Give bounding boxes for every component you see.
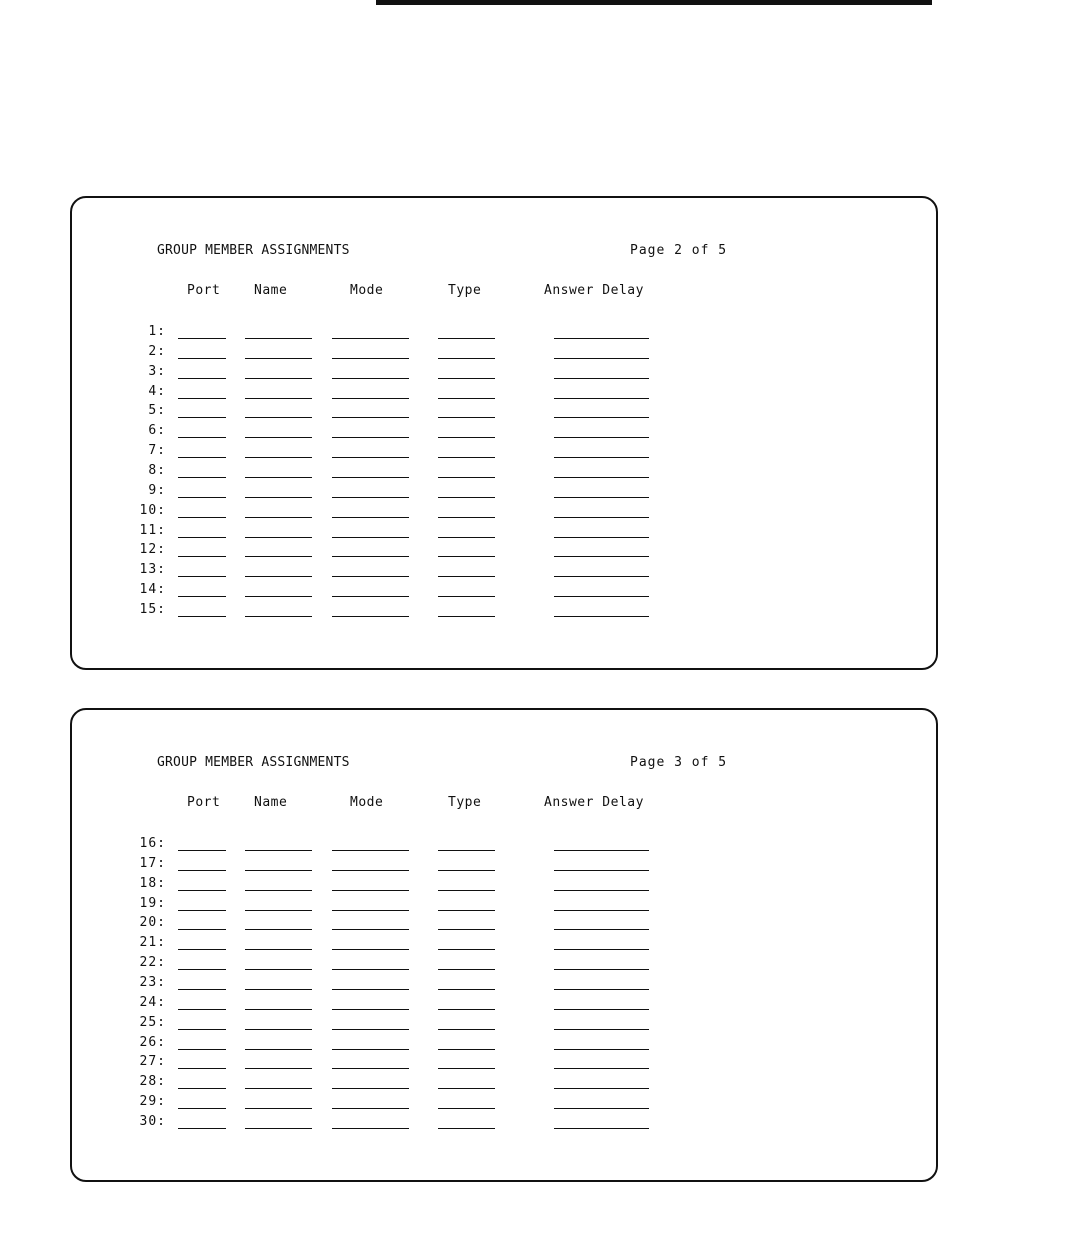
table-row — [72, 463, 772, 483]
row-number-label: 15: — [139, 601, 166, 617]
port-field[interactable] — [178, 576, 226, 577]
table-row — [72, 344, 772, 364]
column-header-type: Type — [448, 283, 482, 298]
port-field[interactable] — [178, 1088, 226, 1089]
type-field[interactable] — [438, 969, 495, 970]
row-number-label: 16: — [139, 836, 166, 851]
port-field[interactable] — [178, 338, 226, 339]
port-field[interactable] — [178, 616, 226, 617]
type-field[interactable] — [438, 358, 495, 359]
answer-delay-field[interactable] — [554, 457, 649, 458]
name-field[interactable] — [245, 537, 312, 538]
name-field[interactable] — [245, 576, 312, 577]
table-row — [72, 562, 772, 582]
answer-delay-field[interactable] — [554, 576, 649, 577]
mode-field[interactable] — [332, 1128, 409, 1129]
name-field[interactable] — [245, 497, 312, 498]
answer-delay-field[interactable] — [554, 1029, 649, 1030]
table-row — [72, 1094, 772, 1114]
name-field[interactable] — [245, 890, 312, 891]
row-number-label: 17: — [139, 855, 166, 871]
mode-field[interactable] — [332, 417, 409, 418]
answer-delay-field[interactable] — [554, 596, 649, 597]
answer-delay-field[interactable] — [554, 949, 649, 950]
type-field[interactable] — [438, 616, 495, 617]
row-number-label: 30: — [139, 1113, 166, 1129]
answer-delay-field[interactable] — [554, 1108, 649, 1109]
answer-delay-field[interactable] — [554, 398, 649, 399]
port-field[interactable] — [178, 949, 226, 950]
mode-field[interactable] — [332, 1009, 409, 1010]
row-number-label: 25: — [139, 1014, 166, 1030]
port-field[interactable] — [178, 929, 226, 930]
mode-field[interactable] — [332, 616, 409, 617]
type-field[interactable] — [438, 576, 495, 577]
type-field[interactable] — [438, 910, 495, 911]
mode-field[interactable] — [332, 1049, 409, 1050]
mode-field[interactable] — [332, 910, 409, 911]
table-row — [72, 896, 772, 916]
answer-delay-field[interactable] — [554, 910, 649, 911]
answer-delay-field[interactable] — [554, 477, 649, 478]
mode-field[interactable] — [332, 1068, 409, 1069]
port-field[interactable] — [178, 378, 226, 379]
port-field[interactable] — [178, 1009, 226, 1010]
table-row — [72, 384, 772, 404]
name-field[interactable] — [245, 949, 312, 950]
port-field[interactable] — [178, 537, 226, 538]
mode-field[interactable] — [332, 1088, 409, 1089]
row-number-label: 29: — [139, 1094, 166, 1110]
row-number-label: 3: — [148, 363, 166, 379]
port-field[interactable] — [178, 870, 226, 871]
port-field[interactable] — [178, 969, 226, 970]
row-number-label: 24: — [139, 994, 166, 1010]
answer-delay-field[interactable] — [554, 870, 649, 871]
port-field[interactable] — [178, 417, 226, 418]
row-number-label: 4: — [148, 383, 166, 399]
answer-delay-field[interactable] — [554, 437, 649, 438]
mode-field[interactable] — [332, 1108, 409, 1109]
screen-title: GROUP MEMBER ASSIGNMENTS — [157, 243, 350, 258]
table-row — [72, 856, 772, 876]
type-field[interactable] — [438, 1029, 495, 1030]
type-field[interactable] — [438, 556, 495, 557]
name-field[interactable] — [245, 850, 312, 851]
row-number-label: 18: — [139, 875, 166, 891]
row-number-label: 23: — [139, 974, 166, 990]
type-field[interactable] — [438, 1128, 495, 1129]
row-number-label: 6: — [148, 423, 166, 439]
name-field[interactable] — [245, 1088, 312, 1089]
name-field[interactable] — [245, 517, 312, 518]
port-field[interactable] — [178, 1029, 226, 1030]
mode-field[interactable] — [332, 890, 409, 891]
answer-delay-field[interactable] — [554, 378, 649, 379]
name-field[interactable] — [245, 616, 312, 617]
port-field[interactable] — [178, 850, 226, 851]
column-header-mode: Mode — [350, 795, 384, 810]
name-field[interactable] — [245, 398, 312, 399]
table-row — [72, 324, 772, 344]
name-field[interactable] — [245, 417, 312, 418]
mode-field[interactable] — [332, 437, 409, 438]
table-row — [72, 364, 772, 384]
type-field[interactable] — [438, 596, 495, 597]
column-header-port: Port — [187, 795, 221, 810]
row-number-label: 11: — [139, 522, 166, 538]
table-row — [72, 423, 772, 443]
mode-field[interactable] — [332, 378, 409, 379]
name-field[interactable] — [245, 1029, 312, 1030]
mode-field[interactable] — [332, 517, 409, 518]
answer-delay-field[interactable] — [554, 1128, 649, 1129]
answer-delay-field[interactable] — [554, 989, 649, 990]
type-field[interactable] — [438, 378, 495, 379]
port-field[interactable] — [178, 1068, 226, 1069]
name-field[interactable] — [245, 358, 312, 359]
column-header-port: Port — [187, 283, 221, 298]
type-field[interactable] — [438, 1009, 495, 1010]
type-field[interactable] — [438, 949, 495, 950]
answer-delay-field[interactable] — [554, 1088, 649, 1089]
name-field[interactable] — [245, 437, 312, 438]
row-number-label: 13: — [139, 562, 166, 578]
name-field[interactable] — [245, 989, 312, 990]
table-row — [72, 602, 772, 622]
mode-field[interactable] — [332, 989, 409, 990]
type-field[interactable] — [438, 989, 495, 990]
type-field[interactable] — [438, 338, 495, 339]
row-number-label: 9: — [148, 482, 166, 498]
table-row — [72, 955, 772, 975]
port-field[interactable] — [178, 1049, 226, 1050]
answer-delay-field[interactable] — [554, 1049, 649, 1050]
table-row — [72, 1035, 772, 1055]
type-field[interactable] — [438, 497, 495, 498]
answer-delay-field[interactable] — [554, 850, 649, 851]
name-field[interactable] — [245, 1128, 312, 1129]
port-field[interactable] — [178, 596, 226, 597]
table-row — [72, 523, 772, 543]
table-row — [72, 542, 772, 562]
name-field[interactable] — [245, 1068, 312, 1069]
name-field[interactable] — [245, 378, 312, 379]
page-indicator: Page 3 of 5 — [630, 755, 728, 770]
column-header-name: Name — [254, 795, 288, 810]
name-field[interactable] — [245, 870, 312, 871]
column-header-mode: Mode — [350, 283, 384, 298]
mode-field[interactable] — [332, 870, 409, 871]
mode-field[interactable] — [332, 850, 409, 851]
port-field[interactable] — [178, 437, 226, 438]
type-field[interactable] — [438, 929, 495, 930]
type-field[interactable] — [438, 850, 495, 851]
row-number-label: 14: — [139, 582, 166, 598]
type-field[interactable] — [438, 457, 495, 458]
table-row — [72, 582, 772, 602]
table-row — [72, 836, 772, 856]
answer-delay-field[interactable] — [554, 890, 649, 891]
group-member-assignments-screen-page-2 — [70, 196, 938, 670]
name-field[interactable] — [245, 556, 312, 557]
port-field[interactable] — [178, 989, 226, 990]
answer-delay-field[interactable] — [554, 556, 649, 557]
port-field[interactable] — [178, 556, 226, 557]
answer-delay-field[interactable] — [554, 497, 649, 498]
type-field[interactable] — [438, 1068, 495, 1069]
port-field[interactable] — [178, 1128, 226, 1129]
top-rule — [376, 0, 932, 5]
table-row — [72, 503, 772, 523]
mode-field[interactable] — [332, 556, 409, 557]
name-field[interactable] — [245, 477, 312, 478]
name-field[interactable] — [245, 596, 312, 597]
table-row — [72, 1015, 772, 1035]
mode-field[interactable] — [332, 949, 409, 950]
port-field[interactable] — [178, 890, 226, 891]
answer-delay-field[interactable] — [554, 517, 649, 518]
mode-field[interactable] — [332, 457, 409, 458]
port-field[interactable] — [178, 517, 226, 518]
row-number-label: 10: — [139, 502, 166, 518]
answer-delay-field[interactable] — [554, 1068, 649, 1069]
name-field[interactable] — [245, 1108, 312, 1109]
row-number-label: 8: — [148, 462, 166, 478]
name-field[interactable] — [245, 1049, 312, 1050]
row-number-label: 22: — [139, 955, 166, 971]
mode-field[interactable] — [332, 969, 409, 970]
answer-delay-field[interactable] — [554, 338, 649, 339]
table-row — [72, 403, 772, 423]
table-row — [72, 443, 772, 463]
port-field[interactable] — [178, 457, 226, 458]
mode-field[interactable] — [332, 537, 409, 538]
type-field[interactable] — [438, 417, 495, 418]
mode-field[interactable] — [332, 596, 409, 597]
table-row — [72, 483, 772, 503]
name-field[interactable] — [245, 457, 312, 458]
table-row — [72, 1074, 772, 1094]
row-number-label: 1: — [148, 324, 166, 339]
type-field[interactable] — [438, 437, 495, 438]
name-field[interactable] — [245, 969, 312, 970]
type-field[interactable] — [438, 870, 495, 871]
row-number-label: 27: — [139, 1054, 166, 1070]
mode-field[interactable] — [332, 576, 409, 577]
row-number-label: 5: — [148, 403, 166, 419]
table-row — [72, 1054, 772, 1074]
table-row — [72, 935, 772, 955]
page-indicator: Page 2 of 5 — [630, 243, 728, 258]
row-number-label: 12: — [139, 542, 166, 558]
table-row — [72, 915, 772, 935]
type-field[interactable] — [438, 890, 495, 891]
row-number-label: 2: — [148, 343, 166, 359]
group-member-assignments-screen-page-3 — [70, 708, 938, 1182]
table-row — [72, 876, 772, 896]
table-row — [72, 995, 772, 1015]
port-field[interactable] — [178, 910, 226, 911]
type-field[interactable] — [438, 477, 495, 478]
answer-delay-field[interactable] — [554, 616, 649, 617]
row-number-label: 20: — [139, 915, 166, 931]
answer-delay-field[interactable] — [554, 929, 649, 930]
screen-title: GROUP MEMBER ASSIGNMENTS — [157, 755, 350, 770]
table-row — [72, 1114, 772, 1134]
table-row — [72, 975, 772, 995]
type-field[interactable] — [438, 537, 495, 538]
port-field[interactable] — [178, 398, 226, 399]
port-field[interactable] — [178, 477, 226, 478]
row-number-label: 28: — [139, 1074, 166, 1090]
column-header-answer-delay: Answer Delay — [544, 795, 644, 810]
type-field[interactable] — [438, 517, 495, 518]
answer-delay-field[interactable] — [554, 537, 649, 538]
answer-delay-field[interactable] — [554, 358, 649, 359]
column-header-answer-delay: Answer Delay — [544, 283, 644, 298]
mode-field[interactable] — [332, 358, 409, 359]
type-field[interactable] — [438, 1049, 495, 1050]
row-number-label: 7: — [148, 443, 166, 459]
name-field[interactable] — [245, 910, 312, 911]
port-field[interactable] — [178, 1108, 226, 1109]
mode-field[interactable] — [332, 497, 409, 498]
row-number-label: 19: — [139, 895, 166, 911]
row-number-label: 21: — [139, 935, 166, 951]
type-field[interactable] — [438, 1088, 495, 1089]
column-header-name: Name — [254, 283, 288, 298]
answer-delay-field[interactable] — [554, 969, 649, 970]
name-field[interactable] — [245, 1009, 312, 1010]
answer-delay-field[interactable] — [554, 1009, 649, 1010]
mode-field[interactable] — [332, 338, 409, 339]
port-field[interactable] — [178, 497, 226, 498]
mode-field[interactable] — [332, 1029, 409, 1030]
type-field[interactable] — [438, 398, 495, 399]
mode-field[interactable] — [332, 398, 409, 399]
type-field[interactable] — [438, 1108, 495, 1109]
name-field[interactable] — [245, 929, 312, 930]
answer-delay-field[interactable] — [554, 417, 649, 418]
mode-field[interactable] — [332, 477, 409, 478]
port-field[interactable] — [178, 358, 226, 359]
column-header-type: Type — [448, 795, 482, 810]
row-number-label: 26: — [139, 1034, 166, 1050]
mode-field[interactable] — [332, 929, 409, 930]
name-field[interactable] — [245, 338, 312, 339]
